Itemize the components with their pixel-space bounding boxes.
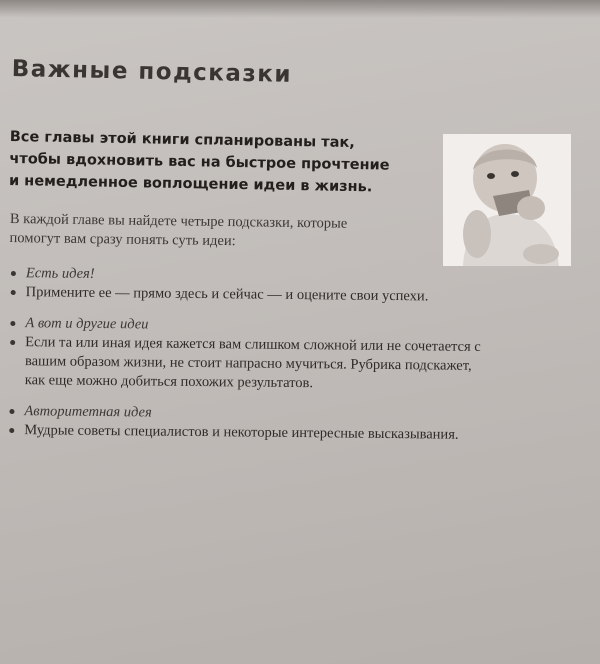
lead-paragraph xyxy=(9,126,430,199)
bullet-icon xyxy=(11,290,16,295)
tip-heading: Авторитетная идея xyxy=(24,403,152,421)
tip-heading: Есть идея! xyxy=(25,265,95,282)
lead-line: чтобы вдохновить вас на быстрое прочтение xyxy=(9,150,390,174)
tip-text-line: Если та или иная идея кажется вам слишком сложной или не сочетается с xyxy=(25,334,481,355)
tip-heading: А вот и другие идеи xyxy=(25,315,149,333)
bullet-icon xyxy=(10,321,15,326)
bullet-icon xyxy=(9,428,14,433)
intro-paragraph xyxy=(9,210,429,254)
tip-text-line: вашим образом жизни, не стоит напрасно мучиться. Рубрика подскажет, xyxy=(24,353,472,374)
tip-group-other-ideas xyxy=(7,314,588,396)
list-item xyxy=(7,333,588,396)
intro-line: помогут вам сразу понять суть идеи: xyxy=(9,229,236,250)
tip-text-line: Мудрые советы специалистов и некоторые интересные высказывания. xyxy=(24,422,459,443)
bullet-icon xyxy=(10,340,15,345)
lead-line: и немедленное воплощение идеи в жизнь. xyxy=(8,172,373,196)
tip-text-line: Примените ее — прямо здесь и сейчас — и оцените свои успехи. xyxy=(25,284,429,305)
tips-list xyxy=(6,264,588,458)
bullet-icon xyxy=(11,271,16,276)
lead-line: Все главы этой книги спланированы так, xyxy=(9,128,355,152)
tip-group-idea xyxy=(8,264,588,308)
baby-photo xyxy=(443,134,571,266)
page-title: Важные подсказки xyxy=(11,56,293,88)
tip-group-authority xyxy=(6,402,586,446)
intro-line: В каждой главе вы найдете четыре подсказки, которые xyxy=(9,210,348,232)
page-edge-shadow xyxy=(0,0,600,18)
baby-illustration xyxy=(443,134,571,266)
tip-text-line: как еще можно добиться похожих результатов. xyxy=(24,372,314,392)
bullet-icon xyxy=(9,409,14,414)
